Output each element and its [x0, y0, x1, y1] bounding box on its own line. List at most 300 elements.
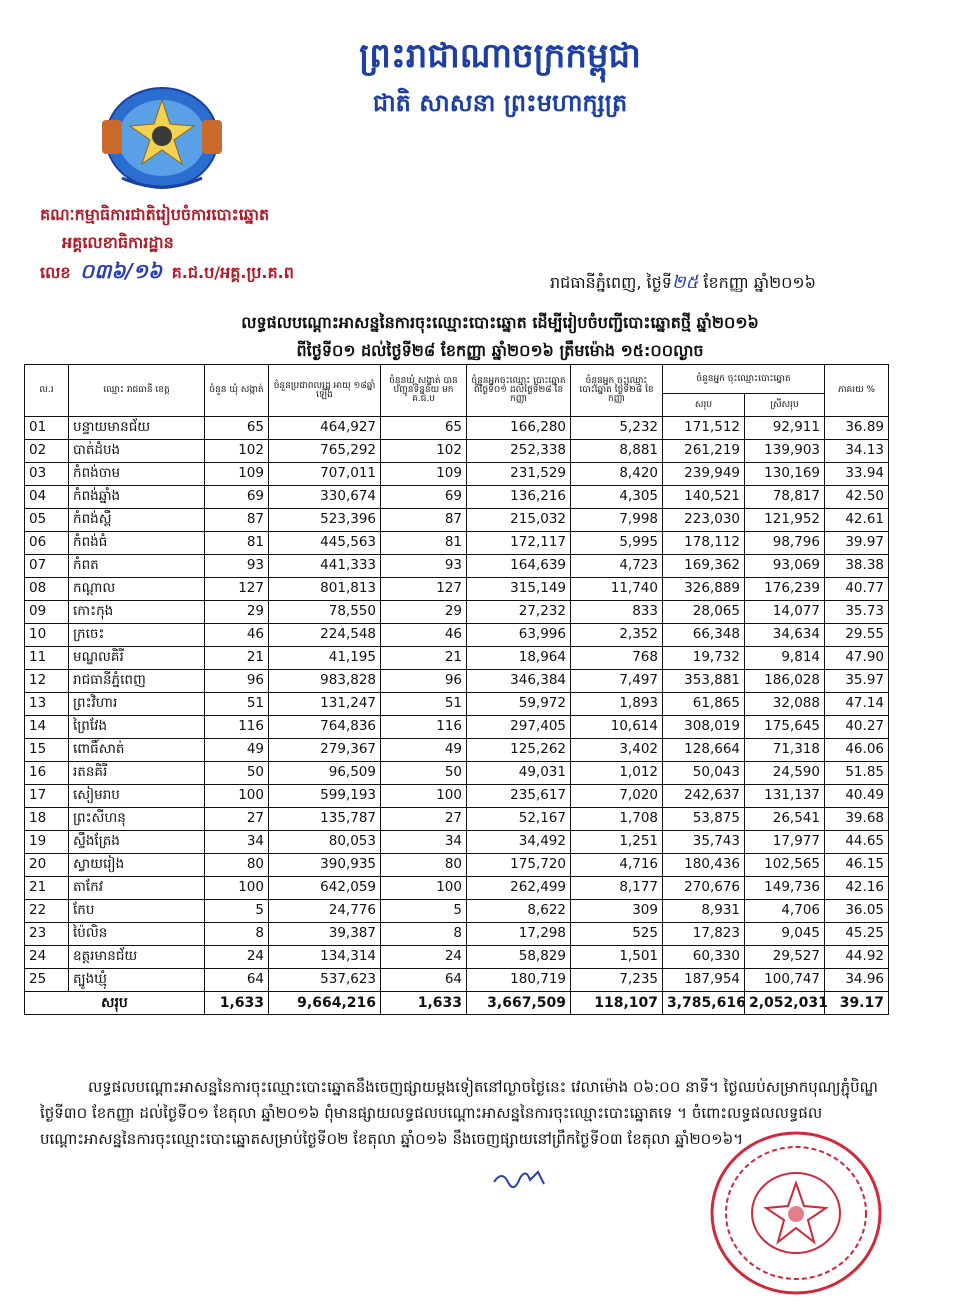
cell-female: 9,045: [745, 923, 825, 946]
cell-cumulative: 8,622: [467, 900, 571, 923]
cell-communes: 49: [205, 739, 269, 762]
cell-reported: 29: [381, 601, 467, 624]
ref-suffix: គ.ជ.ប/អគ្គ.ប្រ.គ.ព: [171, 263, 294, 282]
cell-name: ឧត្ដរមានជ័យ: [69, 946, 205, 969]
cell-today: 8,177: [571, 877, 663, 900]
cell-percent: 40.49: [825, 785, 889, 808]
cell-female: 92,911: [745, 417, 825, 440]
cell-female: 9,814: [745, 647, 825, 670]
table-row: [25, 509, 889, 532]
table-header-row: [25, 365, 889, 394]
cell-eligible: 801,813: [269, 578, 381, 601]
cell-today: 8,881: [571, 440, 663, 463]
cell-cumulative: 17,298: [467, 923, 571, 946]
cell-reported: 96: [381, 670, 467, 693]
cell-total: 19,732: [663, 647, 745, 670]
cell-female: 29,527: [745, 946, 825, 969]
cell-total: 261,219: [663, 440, 745, 463]
cell-female: 34,634: [745, 624, 825, 647]
cell-no: 14: [25, 716, 69, 739]
cell-female: 175,645: [745, 716, 825, 739]
cell-communes: 65: [205, 417, 269, 440]
cell-eligible: 765,292: [269, 440, 381, 463]
table-row: [25, 739, 889, 762]
cell-eligible: 707,011: [269, 463, 381, 486]
cell-today: 4,716: [571, 854, 663, 877]
cell-no: 05: [25, 509, 69, 532]
cell-today: 5,232: [571, 417, 663, 440]
ref-number: ០៣៦/១៦: [80, 259, 163, 283]
cell-cumulative: 262,499: [467, 877, 571, 900]
ref-prefix: លេខ: [40, 263, 71, 282]
cell-name: ព្រៃវែង: [69, 716, 205, 739]
cell-total: 178,112: [663, 532, 745, 555]
table-row: [25, 900, 889, 923]
cell-communes: 100: [205, 785, 269, 808]
total-cumulative: 3,667,509: [467, 992, 571, 1015]
cell-today: 309: [571, 900, 663, 923]
cell-total: 239,949: [663, 463, 745, 486]
cell-today: 2,352: [571, 624, 663, 647]
table-row: [25, 946, 889, 969]
cell-no: 16: [25, 762, 69, 785]
cell-today: 7,020: [571, 785, 663, 808]
cell-percent: 34.13: [825, 440, 889, 463]
cell-communes: 50: [205, 762, 269, 785]
table-row: [25, 601, 889, 624]
cell-today: 1,012: [571, 762, 663, 785]
cell-name: ស្វាយរៀង: [69, 854, 205, 877]
cell-communes: 21: [205, 647, 269, 670]
cell-cumulative: 59,972: [467, 693, 571, 716]
signature-mark: [490, 1162, 550, 1192]
cell-no: 04: [25, 486, 69, 509]
cell-cumulative: 58,829: [467, 946, 571, 969]
cell-communes: 81: [205, 532, 269, 555]
cell-female: 139,903: [745, 440, 825, 463]
cell-name: ព្រះវិហារ: [69, 693, 205, 716]
date-suffix: ខែកញ្ញា ឆ្នាំ២០១៦: [703, 273, 816, 292]
cell-no: 10: [25, 624, 69, 647]
cell-today: 4,305: [571, 486, 663, 509]
cell-reported: 100: [381, 785, 467, 808]
cell-no: 09: [25, 601, 69, 624]
cell-communes: 46: [205, 624, 269, 647]
cell-female: 14,077: [745, 601, 825, 624]
cell-no: 11: [25, 647, 69, 670]
cell-no: 22: [25, 900, 69, 923]
cell-reported: 27: [381, 808, 467, 831]
table-row: [25, 785, 889, 808]
cell-name: កោះកុង: [69, 601, 205, 624]
cell-name: ព្រះសីហនុ: [69, 808, 205, 831]
cell-female: 71,318: [745, 739, 825, 762]
totals-row: [25, 992, 889, 1015]
cell-no: 03: [25, 463, 69, 486]
table-body: [25, 417, 889, 1015]
cell-percent: 40.27: [825, 716, 889, 739]
cell-cumulative: 18,964: [467, 647, 571, 670]
cell-total: 171,512: [663, 417, 745, 440]
cell-total: 187,954: [663, 969, 745, 992]
cell-reported: 5: [381, 900, 467, 923]
cell-cumulative: 34,492: [467, 831, 571, 854]
date-line: [550, 270, 816, 297]
footer-paragraph: លទ្ធផលបណ្ដោះអាសន្ននៃការចុះឈ្មោះបោះឆ្នោតនឹងចេញផ្សាយម្ដងទៀតនៅល្ងាចថ្ងៃនេះ វេលាម៉ោង ០៦:០០ នាទី។ ថ្ងៃឈប់សម្រាកបុណ្យភ្ជុំបិណ្ឌ ថ្ងៃទី៣០ ខែកញ្ញា ដល់ថ្ងៃទី០១ ខែតុលា ឆ្នាំ២០១៦ ពុំមានផ្សាយលទ្ធផលបណ្ដោះអាសន្ននៃការចុះឈ្មោះបោះឆ្នោតទេ ។ ចំពោះលទ្ធផលលទ្ធផលបណ្ដោះអាសន្ននៃការចុះឈ្មោះបោះឆ្នោតសម្រាប់ថ្ងៃទី០២ ខែតុលា ឆ្នាំ០១៦ នឹងចេញផ្សាយនៅព្រឹកថ្ងៃទី០៣ ខែតុលា ឆ្នាំ២០១៦។: [40, 1078, 878, 1148]
cell-cumulative: 235,617: [467, 785, 571, 808]
cell-total: 28,065: [663, 601, 745, 624]
cell-eligible: 80,053: [269, 831, 381, 854]
cell-name: កំពង់ឆ្នាំង: [69, 486, 205, 509]
cell-percent: 35.73: [825, 601, 889, 624]
cell-cumulative: 63,996: [467, 624, 571, 647]
cell-female: 4,706: [745, 900, 825, 923]
cell-name: រតនគិរី: [69, 762, 205, 785]
table-row: [25, 440, 889, 463]
cell-female: 102,565: [745, 854, 825, 877]
cell-cumulative: 215,032: [467, 509, 571, 532]
cell-female: 98,796: [745, 532, 825, 555]
cell-cumulative: 164,639: [467, 555, 571, 578]
cell-eligible: 523,396: [269, 509, 381, 532]
cell-no: 08: [25, 578, 69, 601]
totals-label: សរុប: [25, 992, 205, 1015]
registration-table: [24, 364, 889, 1015]
header-percent: ភាគរយ %: [825, 365, 889, 417]
cell-name: មណ្ឌលគិរី: [69, 647, 205, 670]
cell-percent: 42.16: [825, 877, 889, 900]
cell-female: 100,747: [745, 969, 825, 992]
cell-cumulative: 172,117: [467, 532, 571, 555]
cell-reported: 34: [381, 831, 467, 854]
cell-communes: 5: [205, 900, 269, 923]
cell-female: 78,817: [745, 486, 825, 509]
cell-communes: 34: [205, 831, 269, 854]
cell-communes: 29: [205, 601, 269, 624]
cell-no: 06: [25, 532, 69, 555]
cell-percent: 42.61: [825, 509, 889, 532]
table-row: [25, 808, 889, 831]
cell-percent: 39.68: [825, 808, 889, 831]
cell-female: 186,028: [745, 670, 825, 693]
cell-today: 7,235: [571, 969, 663, 992]
cell-no: 21: [25, 877, 69, 900]
cell-reported: 87: [381, 509, 467, 532]
cell-total: 169,362: [663, 555, 745, 578]
cell-percent: 36.05: [825, 900, 889, 923]
cell-reported: 116: [381, 716, 467, 739]
cell-today: 1,893: [571, 693, 663, 716]
cell-today: 7,998: [571, 509, 663, 532]
cell-reported: 24: [381, 946, 467, 969]
cell-total: 17,823: [663, 923, 745, 946]
cell-today: 5,995: [571, 532, 663, 555]
cell-eligible: 390,935: [269, 854, 381, 877]
cell-no: 15: [25, 739, 69, 762]
cell-eligible: 599,193: [269, 785, 381, 808]
table-row: [25, 762, 889, 785]
cell-total: 223,030: [663, 509, 745, 532]
cell-today: 525: [571, 923, 663, 946]
cell-name: ស្ទឹងត្រែង: [69, 831, 205, 854]
cell-communes: 93: [205, 555, 269, 578]
cell-no: 25: [25, 969, 69, 992]
cell-reported: 109: [381, 463, 467, 486]
total-communes: 1,633: [205, 992, 269, 1015]
total-reported: 1,633: [381, 992, 467, 1015]
cell-percent: 51.85: [825, 762, 889, 785]
cell-cumulative: 136,216: [467, 486, 571, 509]
cell-name: កែប: [69, 900, 205, 923]
table-row: [25, 463, 889, 486]
cell-percent: 33.94: [825, 463, 889, 486]
cell-total: 53,875: [663, 808, 745, 831]
national-motto: ជាតិ សាសនា ព្រះមហាក្សត្រ: [372, 89, 628, 117]
cell-reported: 102: [381, 440, 467, 463]
cell-percent: 34.96: [825, 969, 889, 992]
table-row: [25, 877, 889, 900]
kingdom-heading: ព្រះរាជាណាចក្រកម្ពុជា: [359, 36, 641, 76]
cell-cumulative: 125,262: [467, 739, 571, 762]
cell-total: 180,436: [663, 854, 745, 877]
cell-eligible: 96,509: [269, 762, 381, 785]
cell-eligible: 642,059: [269, 877, 381, 900]
cell-no: 01: [25, 417, 69, 440]
cell-name: ត្បូងឃ្មុំ: [69, 969, 205, 992]
cell-total: 308,019: [663, 716, 745, 739]
cell-total: 61,865: [663, 693, 745, 716]
total-eligible: 9,664,216: [269, 992, 381, 1015]
cell-reported: 46: [381, 624, 467, 647]
cell-name: កណ្ដាល: [69, 578, 205, 601]
header-reported: ចំនួនឃុំ សង្កាត់ បានបញ្ជូនទិន្នន័យ មក គ.ជ.ប: [381, 365, 467, 417]
cell-no: 19: [25, 831, 69, 854]
cell-reported: 51: [381, 693, 467, 716]
cell-eligible: 441,333: [269, 555, 381, 578]
cell-female: 121,952: [745, 509, 825, 532]
cell-eligible: 445,563: [269, 532, 381, 555]
cell-reported: 81: [381, 532, 467, 555]
cell-percent: 29.55: [825, 624, 889, 647]
cell-eligible: 24,776: [269, 900, 381, 923]
cell-percent: 47.14: [825, 693, 889, 716]
header-eligible: ចំនួនប្រជាពលរដ្ឋ អាយុ ១៨ឆ្នាំឡើង: [269, 365, 381, 417]
total-today: 118,107: [571, 992, 663, 1015]
cell-today: 11,740: [571, 578, 663, 601]
document-subtitle: ពីថ្ងៃទី០១ ដល់ថ្ងៃទី២៨ ខែកញ្ញា ឆ្នាំ២០១៦ ត្រឹមម៉ោង ១៥:០០ល្ងាច: [296, 341, 704, 360]
cell-cumulative: 175,720: [467, 854, 571, 877]
cell-communes: 69: [205, 486, 269, 509]
cell-percent: 44.92: [825, 946, 889, 969]
cell-name: កំពង់ចាម: [69, 463, 205, 486]
cell-communes: 109: [205, 463, 269, 486]
cell-reported: 69: [381, 486, 467, 509]
cell-cumulative: 252,338: [467, 440, 571, 463]
cell-today: 1,501: [571, 946, 663, 969]
cell-female: 93,069: [745, 555, 825, 578]
header-no: ល.រ: [25, 365, 69, 417]
cell-percent: 38.38: [825, 555, 889, 578]
organization-name: គណៈកម្មាធិការជាតិរៀបចំការបោះឆ្នោត: [40, 205, 270, 224]
cell-today: 833: [571, 601, 663, 624]
cell-percent: 45.25: [825, 923, 889, 946]
header-name: ឈ្មោះ រាជធានី ខេត្ត: [69, 365, 205, 417]
cell-no: 12: [25, 670, 69, 693]
cell-no: 07: [25, 555, 69, 578]
cell-reported: 127: [381, 578, 467, 601]
table-row: [25, 670, 889, 693]
cell-reported: 21: [381, 647, 467, 670]
cell-percent: 35.97: [825, 670, 889, 693]
cell-total: 140,521: [663, 486, 745, 509]
total-percent: 39.17: [825, 992, 889, 1015]
table-row: [25, 532, 889, 555]
cell-today: 8,420: [571, 463, 663, 486]
cell-eligible: 464,927: [269, 417, 381, 440]
cell-reported: 65: [381, 417, 467, 440]
cell-percent: 44.65: [825, 831, 889, 854]
cell-reported: 50: [381, 762, 467, 785]
table-row: [25, 624, 889, 647]
cell-communes: 51: [205, 693, 269, 716]
cell-communes: 64: [205, 969, 269, 992]
header-total: សរុប: [663, 394, 745, 417]
cell-name: បន្ទាយមានជ័យ: [69, 417, 205, 440]
cell-today: 7,497: [571, 670, 663, 693]
cell-reported: 8: [381, 923, 467, 946]
total-female: 2,052,031: [745, 992, 825, 1015]
cell-total: 326,889: [663, 578, 745, 601]
cell-reported: 64: [381, 969, 467, 992]
cell-no: 24: [25, 946, 69, 969]
cell-eligible: 330,674: [269, 486, 381, 509]
cell-female: 24,590: [745, 762, 825, 785]
cell-percent: 40.77: [825, 578, 889, 601]
cell-eligible: 135,787: [269, 808, 381, 831]
cell-total: 66,348: [663, 624, 745, 647]
cell-no: 02: [25, 440, 69, 463]
cell-today: 10,614: [571, 716, 663, 739]
cell-name: កំពង់ធំ: [69, 532, 205, 555]
cell-total: 242,637: [663, 785, 745, 808]
cell-female: 32,088: [745, 693, 825, 716]
cell-name: បាត់ដំបង: [69, 440, 205, 463]
cell-eligible: 78,550: [269, 601, 381, 624]
cell-cumulative: 231,529: [467, 463, 571, 486]
cell-eligible: 41,195: [269, 647, 381, 670]
table-row: [25, 486, 889, 509]
document-title: លទ្ធផលបណ្ដោះអាសន្ននៃការចុះឈ្មោះបោះឆ្នោត ដើម្បីរៀបចំបញ្ជីបោះឆ្នោតថ្មី ឆ្នាំ២០១៦: [241, 313, 759, 332]
cell-no: 20: [25, 854, 69, 877]
table-row: [25, 647, 889, 670]
cell-name: ពោធិ៍សាត់: [69, 739, 205, 762]
cell-today: 1,251: [571, 831, 663, 854]
cell-name: ប៉ៃលិន: [69, 923, 205, 946]
cell-percent: 36.89: [825, 417, 889, 440]
cell-total: 35,743: [663, 831, 745, 854]
header-cumulative: ចំនួនអ្នកចុះឈ្មោះ បោះឆ្នោត ពីថ្ងៃទី០១ ដល់ថ្ងៃទី២៨ ខែកញ្ញា: [467, 365, 571, 417]
cell-female: 176,239: [745, 578, 825, 601]
table-row: [25, 831, 889, 854]
cell-today: 4,723: [571, 555, 663, 578]
cell-today: 768: [571, 647, 663, 670]
cell-total: 353,881: [663, 670, 745, 693]
cell-no: 18: [25, 808, 69, 831]
cell-reported: 80: [381, 854, 467, 877]
table-row: [25, 693, 889, 716]
cell-communes: 87: [205, 509, 269, 532]
cell-percent: 42.50: [825, 486, 889, 509]
cell-communes: 102: [205, 440, 269, 463]
cell-cumulative: 297,405: [467, 716, 571, 739]
cell-female: 26,541: [745, 808, 825, 831]
total-total: 3,785,616: [663, 992, 745, 1015]
reference-line: [40, 258, 294, 288]
cell-name: កំពង់ស្ពឺ: [69, 509, 205, 532]
cell-today: 1,708: [571, 808, 663, 831]
cell-eligible: 131,247: [269, 693, 381, 716]
cell-communes: 27: [205, 808, 269, 831]
table-row: [25, 854, 889, 877]
cell-cumulative: 49,031: [467, 762, 571, 785]
cell-eligible: 279,367: [269, 739, 381, 762]
table-row: [25, 555, 889, 578]
table-row: [25, 969, 889, 992]
cell-communes: 8: [205, 923, 269, 946]
cell-cumulative: 52,167: [467, 808, 571, 831]
cell-cumulative: 166,280: [467, 417, 571, 440]
date-prefix: រាជធានីភ្នំពេញ, ថ្ងៃទី: [550, 273, 672, 292]
cell-total: 50,043: [663, 762, 745, 785]
cell-reported: 93: [381, 555, 467, 578]
cell-cumulative: 346,384: [467, 670, 571, 693]
cell-reported: 49: [381, 739, 467, 762]
header-female: ស្រីសរុប: [745, 394, 825, 417]
cell-no: 17: [25, 785, 69, 808]
cell-cumulative: 180,719: [467, 969, 571, 992]
table-row: [25, 716, 889, 739]
cell-communes: 100: [205, 877, 269, 900]
nec-emblem-icon: [92, 80, 232, 200]
cell-total: 128,664: [663, 739, 745, 762]
date-day: ២៥: [671, 272, 699, 293]
cell-no: 13: [25, 693, 69, 716]
table-row: [25, 578, 889, 601]
cell-name: កំពត: [69, 555, 205, 578]
table-row: [25, 417, 889, 440]
cell-total: 270,676: [663, 877, 745, 900]
cell-percent: 46.06: [825, 739, 889, 762]
cell-total: 60,330: [663, 946, 745, 969]
cell-percent: 46.15: [825, 854, 889, 877]
cell-communes: 96: [205, 670, 269, 693]
cell-cumulative: 315,149: [467, 578, 571, 601]
cell-no: 23: [25, 923, 69, 946]
header-registered-group: ចំនួនអ្នក ចុះឈ្មោះបោះឆ្នោត: [663, 365, 825, 394]
cell-name: រាជធានីភ្នំពេញ: [69, 670, 205, 693]
cell-percent: 47.90: [825, 647, 889, 670]
header-communes: ចំនួន ឃុំ សង្កាត់: [205, 365, 269, 417]
cell-today: 3,402: [571, 739, 663, 762]
cell-female: 131,137: [745, 785, 825, 808]
cell-eligible: 224,548: [269, 624, 381, 647]
cell-eligible: 764,836: [269, 716, 381, 739]
cell-communes: 24: [205, 946, 269, 969]
cell-communes: 80: [205, 854, 269, 877]
cell-female: 17,977: [745, 831, 825, 854]
cell-name: ក្រចេះ: [69, 624, 205, 647]
cell-female: 149,736: [745, 877, 825, 900]
